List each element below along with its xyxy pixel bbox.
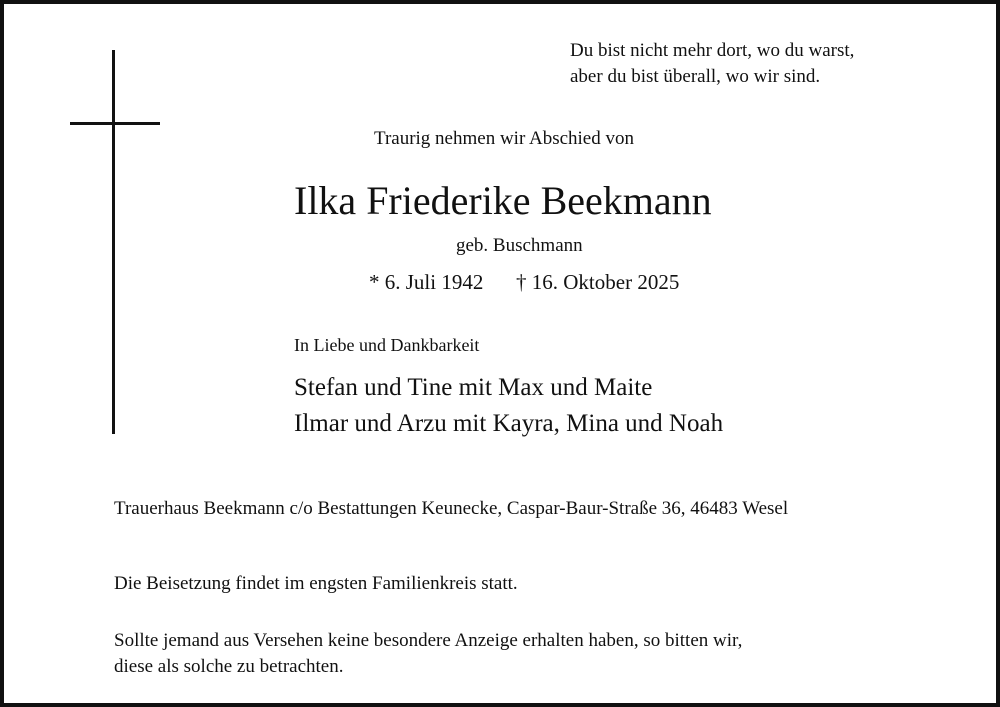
cross-icon-crossbar bbox=[70, 122, 160, 125]
burial-note: Die Beisetzung findet im engsten Familienkreis statt. bbox=[114, 573, 518, 594]
farewell-intro: Traurig nehmen wir Abschied von bbox=[374, 128, 634, 149]
deceased-name: Ilka Friederike Beekmann bbox=[294, 178, 712, 223]
cross-icon bbox=[112, 50, 115, 434]
maiden-name: geb. Buschmann bbox=[456, 235, 583, 256]
mourners-family-1: Stefan und Tine mit Max und Maite bbox=[294, 374, 653, 401]
notice-text bbox=[114, 628, 742, 680]
mourners-intro: In Liebe und Dankbarkeit bbox=[294, 335, 480, 355]
mourning-house-address: Trauerhaus Beekmann c/o Bestattungen Keunecke, Caspar-Baur-Straße 36, 46483 Wesel bbox=[114, 498, 789, 519]
birth-date: * 6. Juli 1942 bbox=[369, 270, 484, 294]
death-date: † 16. Oktober 2025 bbox=[516, 270, 680, 294]
quote-line-1: Du bist nicht mehr dort, wo du warst, bbox=[570, 40, 855, 61]
memorial-quote bbox=[570, 38, 854, 90]
quote-line-2: aber du bist überall, wo wir sind. bbox=[570, 66, 821, 87]
notice-line-2: diese als solche zu betrachten. bbox=[114, 656, 344, 677]
mourners-family-2: Ilmar und Arzu mit Kayra, Mina und Noah bbox=[294, 410, 724, 437]
notice-line-1: Sollte jemand aus Versehen keine besondere Anzeige erhalten haben, so bitten wir, bbox=[114, 630, 743, 651]
